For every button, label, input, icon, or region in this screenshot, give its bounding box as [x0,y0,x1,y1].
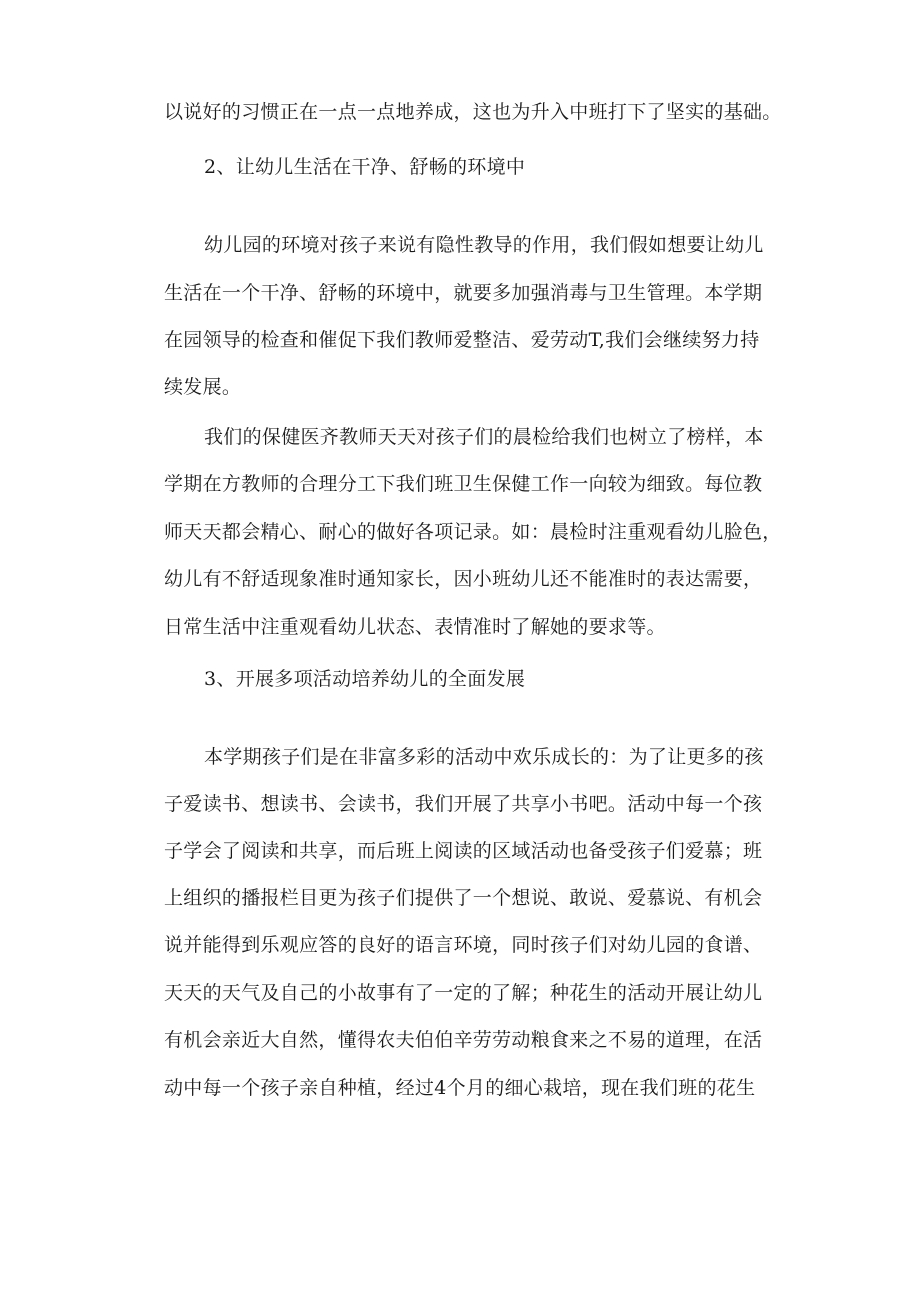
section-2-para-1-line: 幼儿园的环境对孩子来说有隐性教导的作用，我们假如想要让幼儿 [204,234,764,256]
section-3-para-1-line: 天天的天气及自己的小故事有了一定的了解；种花生的活动开展让幼儿 [164,982,763,1004]
section-2-para-1-line: 在园领导的检查和催促下我们教师爱整洁、爱劳动T,我们会继续努力持 [164,329,760,351]
section-3-para-1-line: 有机会亲近大自然，懂得农夫伯伯辛劳劳动粮食来之不易的道理，在活 [164,1029,763,1051]
section-2-para-2-line: 日常生活中注重观看幼儿状态、表情准时了解她的要求等。 [164,616,666,638]
section-3-para-1-line: 上组织的播报栏目更为孩子们提供了一个想说、敢说、爱慕说、有机会 [164,887,763,909]
section-3-heading: 3、开展多项活动培养幼儿的全面发展 [204,668,526,690]
section-2-para-2-line: 我们的保健医齐教师天天对孩子们的晨检给我们也树立了榜样，本 [204,426,764,448]
section-3-para-1-line: 子学会了阅读和共享，而后班上阅读的区域活动也备受孩子们爱慕；班 [164,840,763,862]
section-3-para-1-line: 本学期孩子们是在非富多彩的活动中欢乐成长的：为了让更多的孩 [204,746,764,768]
continuation-line: 以说好的习惯正在一点一点地养成，这也为升入中班打下了坚实的基础。 [164,101,782,123]
section-2-para-2-line: 幼儿有不舒适现象准时通知家长，因小班幼儿还不能准时的表达需要， [164,568,763,590]
section-2-para-2-line: 学期在方教师的合理分工下我们班卫生保健工作一向较为细致。每位教 [164,473,763,495]
section-2-heading: 2、让幼儿生活在干净、舒畅的环境中 [204,156,526,178]
section-2-para-1-line: 续发展。 [164,376,242,398]
section-3-para-1-line: 动中每一个孩子亲自种植，经过4个月的细心栽培，现在我们班的花生 [164,1077,756,1099]
section-3-para-1-line: 子爱读书、想读书、会读书，我们开展了共享小书吧。活动中每一个孩 [164,793,763,815]
section-2-para-1-line: 生活在一个干净、舒畅的环境中，就要多加强消毒与卫生管理。本学期 [164,282,763,304]
section-2-para-2-line: 师天天都会精心、耐心的做好各项记录。如：晨检时注重观看幼儿脸色， [164,521,782,543]
section-3-para-1-line: 说并能得到乐观应答的良好的语言环境，同时孩子们对幼儿园的食谱、 [164,934,763,956]
